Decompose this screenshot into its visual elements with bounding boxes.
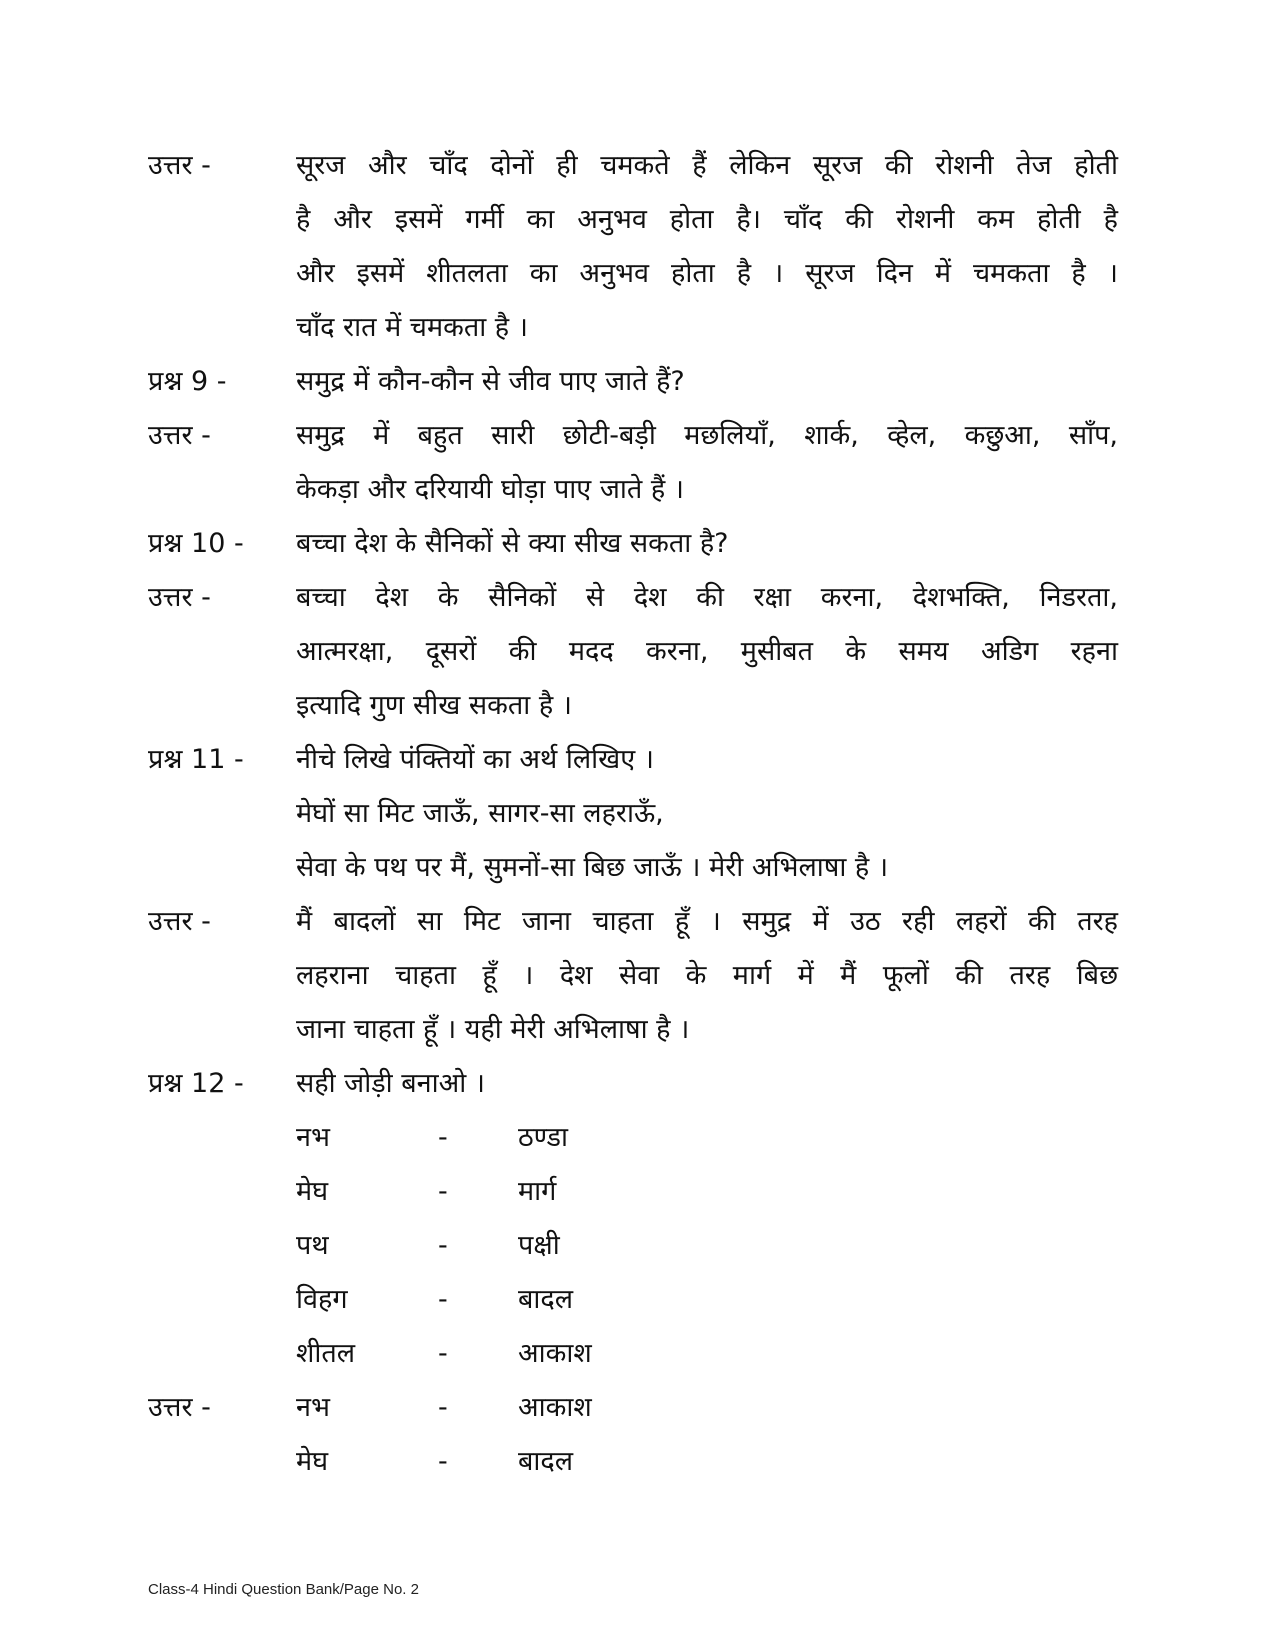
match-dash: - — [438, 1446, 448, 1477]
text-line — [148, 895, 1118, 949]
match-left-term: नभ — [296, 1392, 330, 1423]
poem-line — [148, 841, 1118, 895]
match-right-term: आकाश — [518, 1392, 592, 1423]
line-text: लहराना चाहता हूँ । देश सेवा के मार्ग में मैं फूलों की तरह बिछ — [296, 960, 1118, 991]
question-text: समुद्र में कौन-कौन से जीव पाए जाते हैं? — [296, 366, 685, 397]
text-line — [148, 571, 1118, 625]
line-text: है और इसमें गर्मी का अनुभव होता है। चाँद की रोशनी कम होती है — [296, 204, 1118, 235]
line-text: समुद्र में बहुत सारी छोटी-बड़ी मछलियाँ, शार्क, व्हेल, कछुआ, साँप, — [296, 420, 1118, 451]
match-row — [148, 1219, 1118, 1273]
match-row — [148, 1273, 1118, 1327]
match-row — [148, 1381, 1118, 1435]
match-dash: - — [438, 1176, 448, 1207]
text-line — [148, 409, 1118, 463]
question-line — [148, 1057, 1118, 1111]
poem-line — [148, 787, 1118, 841]
match-dash: - — [438, 1122, 448, 1153]
answer-label: उत्तर - — [148, 582, 211, 613]
text-line — [148, 301, 1118, 355]
line-text: मैं बादलों सा मिट जाना चाहता हूँ । समुद्र में उठ रही लहरों की तरह — [296, 906, 1118, 937]
text-line — [148, 139, 1118, 193]
match-right-term: पक्षी — [518, 1230, 560, 1261]
match-row — [148, 1111, 1118, 1165]
match-row — [148, 1327, 1118, 1381]
question-label: प्रश्न 10 - — [148, 528, 244, 559]
match-row — [148, 1165, 1118, 1219]
line-text: चाँद रात में चमकता है । — [296, 312, 528, 343]
text-line — [148, 1003, 1118, 1057]
text-line — [148, 949, 1118, 1003]
match-dash: - — [438, 1284, 448, 1315]
text-line — [148, 625, 1118, 679]
line-text: सूरज और चाँद दोनों ही चमकते हैं लेकिन सूरज की रोशनी तेज होती — [296, 150, 1118, 181]
line-text: केकड़ा और दरियायी घोड़ा पाए जाते हैं । — [296, 474, 684, 505]
text-line — [148, 193, 1118, 247]
question-text: बच्चा देश के सैनिकों से क्या सीख सकता है? — [296, 528, 729, 559]
answer-label: उत्तर - — [148, 150, 211, 181]
match-dash: - — [438, 1338, 448, 1369]
match-left-term: विहग — [296, 1284, 348, 1315]
line-text: बच्चा देश के सैनिकों से देश की रक्षा करना, देशभक्ति, निडरता, — [296, 582, 1118, 613]
line-text: इत्यादि गुण सीख सकता है । — [296, 690, 572, 721]
match-right-term: मार्ग — [518, 1176, 557, 1207]
page-footer: Class-4 Hindi Question Bank/Page No. 2 — [148, 1581, 419, 1598]
match-row — [148, 1435, 1118, 1489]
match-left-term: शीतल — [296, 1338, 356, 1369]
match-right-term: आकाश — [518, 1338, 592, 1369]
question-label: प्रश्न 9 - — [148, 366, 227, 397]
match-dash: - — [438, 1392, 448, 1423]
match-right-term: ठण्डा — [518, 1122, 568, 1153]
match-left-term: मेघ — [296, 1176, 329, 1207]
text-line — [148, 463, 1118, 517]
match-dash: - — [438, 1230, 448, 1261]
match-left-term: मेघ — [296, 1446, 329, 1477]
answer-label: उत्तर - — [148, 420, 211, 451]
answer-label: उत्तर - — [148, 1392, 211, 1423]
question-text: सही जोड़ी बनाओ । — [296, 1068, 486, 1099]
match-right-term: बादल — [518, 1284, 574, 1315]
text-line — [148, 247, 1118, 301]
question-line — [148, 517, 1118, 571]
match-right-term: बादल — [518, 1446, 574, 1477]
match-left-term: नभ — [296, 1122, 330, 1153]
question-label: प्रश्न 11 - — [148, 744, 244, 775]
line-text: आत्मरक्षा, दूसरों की मदद करना, मुसीबत के समय अडिग रहना — [296, 636, 1118, 667]
question-line — [148, 733, 1118, 787]
poem-text: मेघों सा मिट जाऊँ, सागर-सा लहराऊँ, — [296, 798, 664, 829]
line-text: जाना चाहता हूँ । यही मेरी अभिलाषा है । — [296, 1014, 690, 1045]
question-line — [148, 355, 1118, 409]
poem-text: सेवा के पथ पर मैं, सुमनों-सा बिछ जाऊँ । मेरी अभिलाषा है । — [296, 852, 889, 883]
question-text: नीचे लिखे पंक्तियों का अर्थ लिखिए । — [296, 744, 654, 775]
match-left-term: पथ — [296, 1230, 329, 1261]
text-line — [148, 679, 1118, 733]
question-label: प्रश्न 12 - — [148, 1068, 244, 1099]
answer-label: उत्तर - — [148, 906, 211, 937]
line-text: और इसमें शीतलता का अनुभव होता है । सूरज दिन में चमकता है । — [296, 258, 1118, 289]
